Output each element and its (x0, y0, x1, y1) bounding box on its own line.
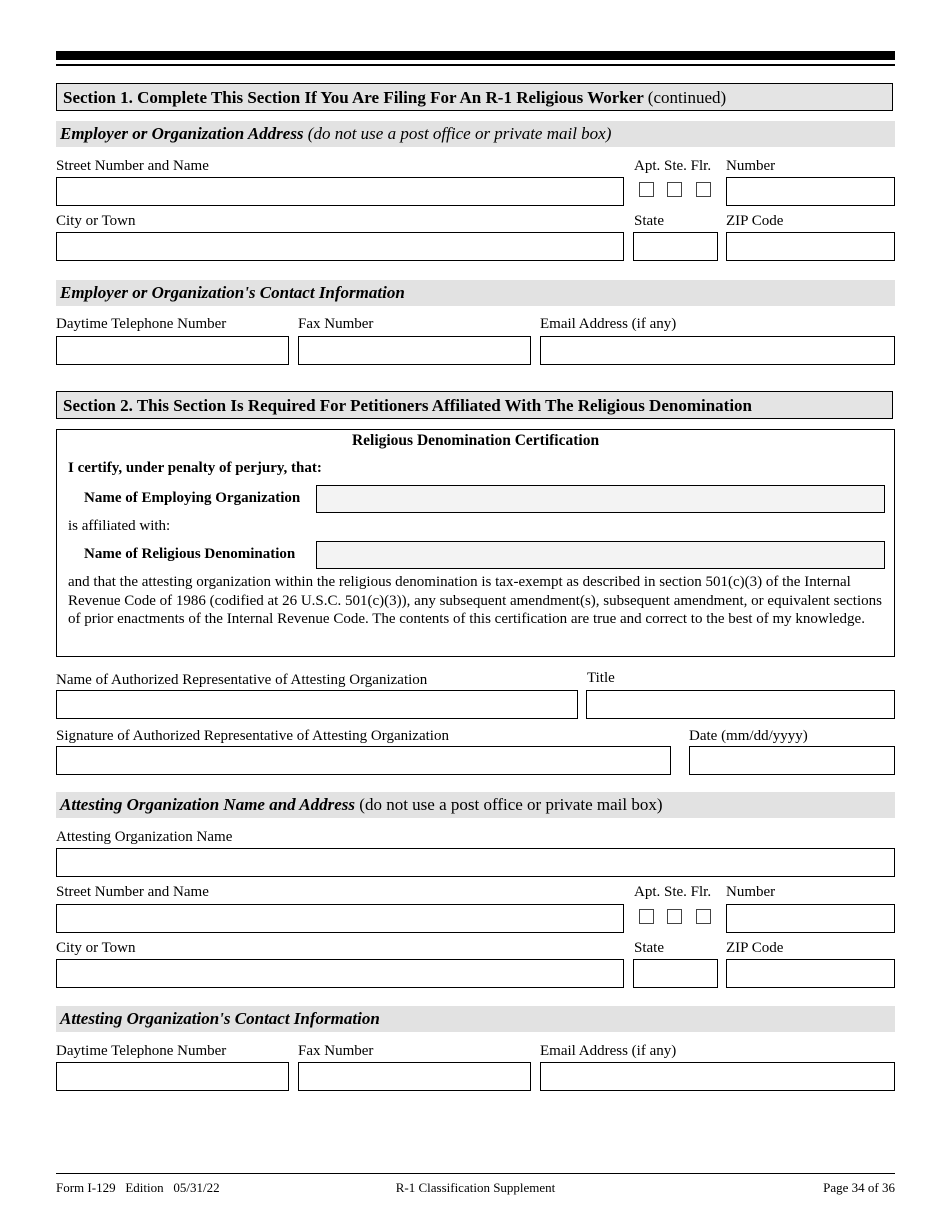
attesting-street-input[interactable] (56, 904, 624, 933)
employer-number-input[interactable] (726, 177, 895, 206)
certify-statement: I certify, under penalty of perjury, that: (68, 460, 322, 476)
employer-address-note: (do not use a post office or private mail box) (307, 124, 612, 143)
attesting-street-label: Street Number and Name (56, 884, 209, 900)
attesting-fax-label: Fax Number (298, 1043, 374, 1059)
attesting-ste-checkbox[interactable] (667, 909, 682, 924)
affiliated-with-text: is affiliated with: (68, 518, 171, 534)
employer-apt-label: Apt. Ste. Flr. (634, 158, 712, 174)
employer-number-label: Number (726, 158, 776, 174)
rep-signature-label: Signature of Authorized Representative of Attesting Organization (56, 728, 449, 744)
section1-title: Section 1. Complete This Section If You Are Filing For An R-1 Religious Worker (63, 88, 644, 107)
footer-form-id: Form I-129 Edition 05/31/22 (56, 1180, 220, 1195)
top-rule-thick (56, 51, 895, 60)
denomination-input[interactable] (316, 541, 885, 569)
attesting-number-input[interactable] (726, 904, 895, 933)
attesting-apt-checkbox[interactable] (639, 909, 654, 924)
section2-header: Section 2. This Section Is Required For Petitioners Affiliated With The Religious Denomination (56, 391, 893, 419)
footer-title: R-1 Classification Supplement (395, 1180, 556, 1195)
attesting-address-title: Attesting Organization Name and Address (60, 795, 356, 814)
attesting-phone-label: Daytime Telephone Number (56, 1043, 227, 1059)
footer-page-number: Page 34 of 36 (823, 1180, 895, 1195)
employer-city-input[interactable] (56, 232, 624, 261)
rep-signature-input[interactable] (56, 746, 671, 775)
employer-state-select[interactable] (633, 232, 718, 261)
attesting-apt-label: Apt. Ste. Flr. (634, 884, 712, 900)
employer-fax-input[interactable] (298, 336, 531, 365)
employer-phone-input[interactable] (56, 336, 289, 365)
rep-name-input[interactable] (56, 690, 578, 719)
attesting-phone-input[interactable] (56, 1062, 289, 1091)
rep-date-input[interactable] (689, 746, 895, 775)
rep-title-label: Title (587, 670, 615, 686)
attesting-email-label: Email Address (if any) (540, 1043, 677, 1059)
attesting-org-name-input[interactable] (56, 848, 895, 877)
rep-title-input[interactable] (586, 690, 895, 719)
employer-city-label: City or Town (56, 213, 136, 229)
attesting-state-select[interactable] (633, 959, 718, 988)
attesting-city-input[interactable] (56, 959, 624, 988)
employer-email-label: Email Address (if any) (540, 316, 677, 332)
attesting-city-label: City or Town (56, 940, 136, 956)
certification-paragraph: and that the attesting organization within the religious denomination is tax-exempt as described in section 501(c)(3) of the Internal Revenue Code of 1986 (codified at 26 U.S.C. 501(c)(3)), any subsequent amendment(s), subsequent amendment, or equivalent sections of prior enactments of the Internal Revenue Code. The contents of this certification are true and correct to the best of my knowledge. (68, 574, 882, 627)
attesting-number-label: Number (726, 884, 776, 900)
employing-org-label: Name of Employing Organization (84, 490, 301, 506)
employer-phone-label: Daytime Telephone Number (56, 316, 227, 332)
section1-header (56, 83, 893, 111)
top-rule-thin (56, 64, 895, 66)
employer-ste-checkbox[interactable] (667, 182, 682, 197)
attesting-email-input[interactable] (540, 1062, 895, 1091)
attesting-flr-checkbox[interactable] (696, 909, 711, 924)
employer-contact-heading: Employer or Organization's Contact Information (56, 280, 895, 306)
denomination-label: Name of Religious Denomination (84, 546, 296, 562)
attesting-zip-input[interactable] (726, 959, 895, 988)
employer-address-title: Employer or Organization Address (60, 124, 304, 143)
attesting-address-note: (do not use a post office or private mail box) (359, 795, 663, 814)
employer-email-input[interactable] (540, 336, 895, 365)
employer-flr-checkbox[interactable] (696, 182, 711, 197)
rep-date-label: Date (mm/dd/yyyy) (689, 728, 808, 744)
employer-apt-checkbox[interactable] (639, 182, 654, 197)
attesting-org-name-label: Attesting Organization Name (56, 829, 233, 845)
attesting-address-heading (56, 792, 895, 818)
employer-zip-label: ZIP Code (726, 213, 784, 229)
employer-street-input[interactable] (56, 177, 624, 206)
employer-street-label: Street Number and Name (56, 158, 209, 174)
footer-rule (56, 1173, 895, 1174)
employer-zip-input[interactable] (726, 232, 895, 261)
attesting-contact-heading: Attesting Organization's Contact Information (56, 1006, 895, 1032)
section1-continued: (continued) (647, 88, 727, 107)
attesting-zip-label: ZIP Code (726, 940, 784, 956)
employer-address-heading (56, 121, 895, 147)
rep-name-label: Name of Authorized Representative of Attesting Organization (56, 672, 428, 688)
certification-heading: Religious Denomination Certification (351, 432, 600, 449)
attesting-state-label: State (634, 940, 664, 956)
employer-state-label: State (634, 213, 664, 229)
employer-fax-label: Fax Number (298, 316, 374, 332)
employing-org-input[interactable] (316, 485, 885, 513)
attesting-fax-input[interactable] (298, 1062, 531, 1091)
